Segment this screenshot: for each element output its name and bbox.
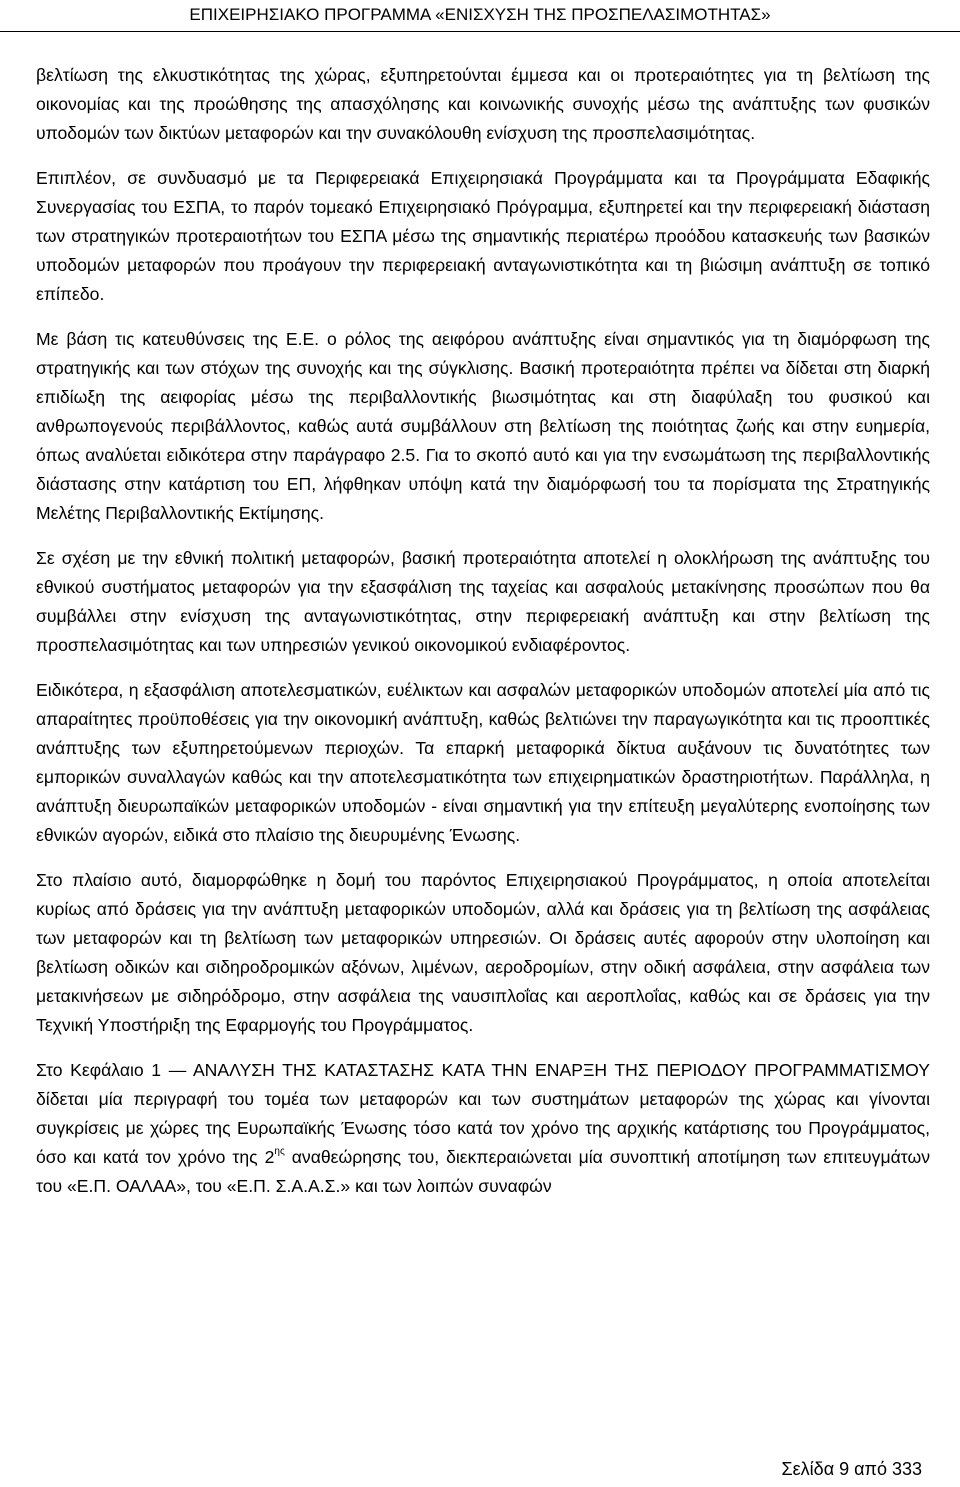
- paragraph-3: Με βάση τις κατευθύνσεις της Ε.Ε. ο ρόλος της αειφόρου ανάπτυξης είναι σημαντικός για τη διαμόρφωση της στρατηγικής και των στόχων της συνοχής και της σύγκλισης. Βασική προτεραιότητα πρέπει να δίδεται στη διαρκή επιδίωξη της αειφορίας μέσω της περιβαλλοντικής βιωσιμότητας και στη διαφύλαξη του φυσικού και ανθρωπογενούς περιβάλλοντος, καθώς αυτά συμβάλλουν στη βελτίωση της ποιότητας ζωής και στην ευημερία, όπως αναλύεται ειδικότερα στην παράγραφο 2.5. Για το σκοπό αυτό και για την ενσωμάτωση της περιβαλλοντικής διάστασης στην κατάρτιση του ΕΠ, λήφθηκαν υπόψη κατά την διαμόρφωσή του τα πορίσματα της Στρατηγικής Μελέτης Περιβαλλοντικής Εκτίμησης.: [36, 329, 930, 523]
- paragraph-7-part-2: αναθεώρησης του, διεκπεραιώνεται μία συνοπτική αποτίμηση των επιτευγμάτων του «Ε.Π. ΟΑΛΑΑ», του «Ε.Π. Σ.Α.Α.Σ.» και των λοιπών συναφών: [36, 1147, 930, 1196]
- page-header: [0, 0, 960, 32]
- paragraph-7-part-1: Στο Κεφάλαιο 1 — ΑΝΑΛΥΣΗ ΤΗΣ ΚΑΤΑΣΤΑΣΗΣ ΚΑΤΑ ΤΗΝ ΕΝΑΡΞΗ ΤΗΣ ΠΕΡΙΟΔΟΥ ΠΡΟΓΡΑΜΜΑΤΙΣΜΟΥ δίδεται μία περιγραφή του τομέα των μεταφορών και των συστημάτων μεταφορών της χώρας και γίνονται συγκρίσεις με χώρες της Ευρωπαϊκής Ένωσης τόσο κατά τον χρόνο της αρχικής κατάρτισης του Προγράμματος, όσο και κατά τον χρόνο της 2: [36, 1060, 930, 1167]
- paragraph-4: Σε σχέση με την εθνική πολιτική μεταφορών, βασική προτεραιότητα αποτελεί η ολοκλήρωση της ανάπτυξης του εθνικού συστήματος μεταφορών για την εξασφάλιση της ταχείας και ασφαλούς μετακίνησης προσώπων που θα συμβάλλει στην ενίσχυση της ανταγωνιστικότητας, στην περιφερειακή ανάπτυξη και στην βελτίωση της προσπελασιμότητας και των υπηρεσιών γενικού οικονομικού ενδιαφέροντος.: [36, 548, 930, 655]
- ordinal-superscript: ης: [274, 1146, 285, 1157]
- paragraph-1: βελτίωση της ελκυστικότητας της χώρας, εξυπηρετούνται έμμεσα και οι προτεραιότητες για τη βελτίωση της οικονομίας και της προώθησης της απασχόλησης και κοινωνικής συνοχής μέσω της ανάπτυξης των φυσικών υποδομών των δικτύων μεταφορών και την συνακόλουθη ενίσχυση της προσπελασιμότητας.: [36, 65, 930, 143]
- paragraph-5: Ειδικότερα, η εξασφάλιση αποτελεσματικών, ευέλικτων και ασφαλών μεταφορικών υποδομών αποτελεί μία από τις απαραίτητες προϋποθέσεις για την οικονομική ανάπτυξη, καθώς βελτιώνει την παραγωγικότητα και τις προοπτικές ανάπτυξης των εξυπηρετούμενων περιοχών. Τα επαρκή μεταφορικά δίκτυα αυξάνουν τις δυνατότητες των εμπορικών συναλλαγών καθώς και την αποτελεσματικότητα των επιχειρηματικών δραστηριοτήτων. Παράλληλα, η ανάπτυξη διευρωπαϊκών μεταφορικών υποδομών - είναι σημαντική για την επίτευξη μεγαλύτερης ενοποίησης των εθνικών αγορών, ειδικά στο πλαίσιο της διευρυμένης Ένωσης.: [36, 680, 930, 845]
- paragraph-7: [36, 1056, 930, 1201]
- paragraph-2: Επιπλέον, σε συνδυασμό με τα Περιφερειακά Επιχειρησιακά Προγράμματα και τα Προγράμματα Εδαφικής Συνεργασίας του ΕΣΠΑ, το παρόν τομεακό Επιχειρησιακό Πρόγραμμα, εξυπηρετεί και την περιφερειακή διάσταση των στρατηγικών προτεραιοτήτων του ΕΣΠΑ μέσω της σημαντικής περιατέρω προόδου κατασκευής των βασικών υποδομών μεταφορών που προάγουν την περιφερειακή ανταγωνιστικότητα και τη βιώσιμη ανάπτυξη σε τοπικό επίπεδο.: [36, 168, 930, 304]
- header-title: ΕΠΙΧΕΙΡΗΣΙΑΚΟ ΠΡΟΓΡΑΜΜΑ «ΕΝΙΣΧΥΣΗ ΤΗΣ ΠΡΟΣΠΕΛΑΣΙΜΟΤΗΤΑΣ»: [189, 5, 771, 24]
- document-body: [36, 61, 930, 1201]
- paragraph-6: Στο πλαίσιο αυτό, διαμορφώθηκε η δομή του παρόντος Επιχειρησιακού Προγράμματος, η οποία αποτελείται κυρίως από δράσεις για την ανάπτυξη μεταφορικών υποδομών, αλλά και δράσεις για τη βελτίωση της ασφάλειας των μεταφορών και τη βελτίωση των μεταφορικών υπηρεσιών. Οι δράσεις αυτές αφορούν στην υλοποίηση και βελτίωση οδικών και σιδηροδρομικών αξόνων, λιμένων, αεροδρομίων, στην οδική ασφάλεια, στην ασφάλεια των μετακινήσεων με σιδηρόδρομο, στην ασφάλεια της ναυσιπλοΐας και αεροπλοΐας, καθώς και σε δράσεις για την Τεχνική Υποστήριξη της Εφαρμογής του Προγράμματος.: [36, 870, 930, 1035]
- page-number: Σελίδα 9 από 333: [781, 1459, 922, 1479]
